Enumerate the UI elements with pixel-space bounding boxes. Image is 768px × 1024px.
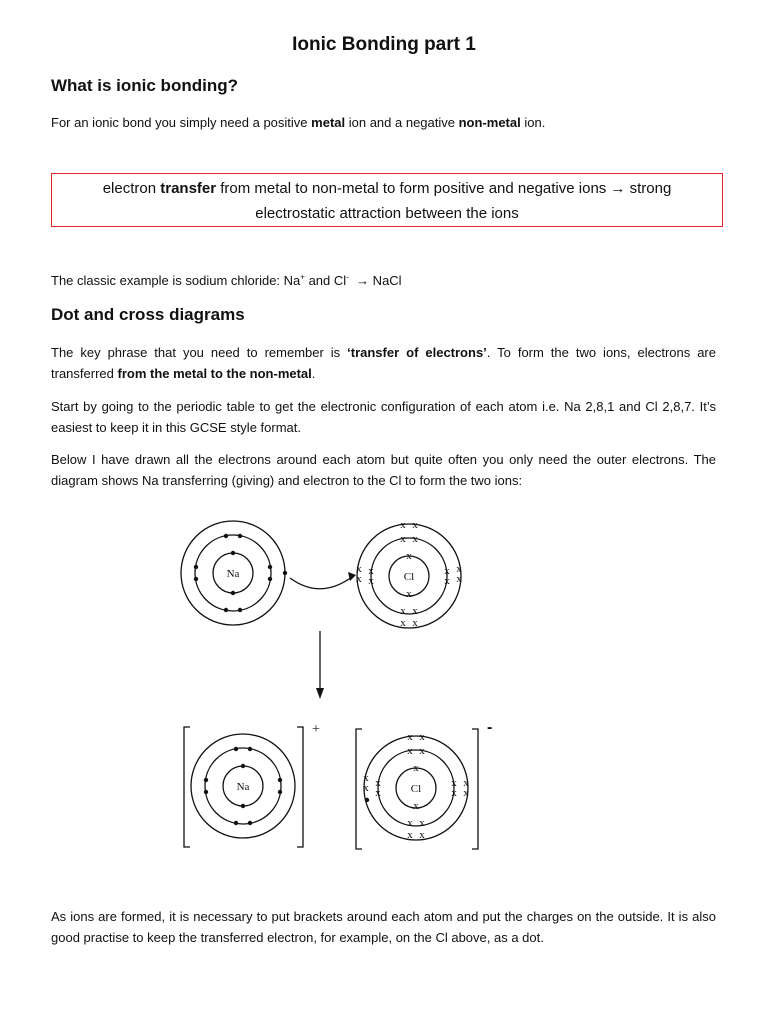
na-atom-label: Na bbox=[226, 568, 240, 580]
electron-cross: x bbox=[412, 519, 418, 531]
electron-cross: x bbox=[412, 533, 418, 545]
right-arrow-icon: → bbox=[610, 180, 626, 197]
heading-dot-and-cross: Dot and cross diagrams bbox=[51, 305, 245, 324]
transfer-curve bbox=[290, 577, 352, 589]
electron-cross: x bbox=[375, 787, 381, 799]
electron-dot bbox=[234, 821, 238, 825]
electron-dot bbox=[283, 571, 287, 575]
electron-dot bbox=[231, 551, 235, 555]
key-definition-line-2: electrostatic attraction between the ions bbox=[255, 205, 519, 222]
electron-dot bbox=[241, 804, 245, 808]
key-text-2: from metal to non-metal to form positive and negative ions bbox=[216, 180, 611, 197]
na-left-bracket bbox=[184, 727, 190, 847]
example-text-1: The classic example is sodium chloride: Na bbox=[51, 273, 301, 288]
electron-dot bbox=[194, 577, 198, 581]
na-right-bracket bbox=[297, 727, 303, 847]
intro-text-3: ion. bbox=[520, 115, 546, 130]
electron-cross: x bbox=[400, 617, 406, 629]
electron-cross: x bbox=[400, 533, 406, 545]
electron-cross: x bbox=[444, 575, 450, 587]
p1-transfer-bold: ‘transfer of electrons’ bbox=[347, 345, 487, 360]
intro-text-1: For an ionic bond you simply need a positive bbox=[51, 115, 312, 130]
p1-text-3: . bbox=[311, 366, 316, 381]
na-ion-charge: + bbox=[312, 722, 320, 737]
electron-dot bbox=[238, 534, 242, 538]
electron-cross: x bbox=[406, 588, 412, 600]
transferred-electron-dot bbox=[365, 798, 369, 802]
electron-dot bbox=[248, 821, 252, 825]
example-text-2: and Cl bbox=[304, 273, 347, 288]
key-transfer-bold: transfer bbox=[160, 180, 217, 197]
na-ion-label: Na bbox=[236, 781, 250, 793]
electron-cross: x bbox=[419, 745, 425, 757]
electron-dot bbox=[241, 764, 245, 768]
electron-cross: x bbox=[356, 573, 362, 585]
electron-cross: x bbox=[412, 605, 418, 617]
electron-cross: x bbox=[407, 817, 413, 829]
electron-cross: x bbox=[444, 565, 450, 577]
electron-cross: x bbox=[375, 777, 381, 789]
electron-cross: x bbox=[407, 731, 413, 743]
paragraph-periodic-table: Start by going to the periodic table to get the electronic configuration of each atom i.e. Na 2,8,1 and Cl 2,8,7. It’s easiest to keep it in this GCSE style format. bbox=[51, 399, 716, 435]
electron-cross: x bbox=[419, 829, 425, 841]
electron-dot bbox=[224, 534, 228, 538]
cl-ion-charge: - bbox=[487, 719, 493, 736]
key-text-3: strong bbox=[625, 180, 672, 197]
electron-cross: x bbox=[451, 777, 457, 789]
paragraph-below: Below I have drawn all the electrons around each atom but quite often you only need the outer electrons. The diagram shows Na transferring (giving) and electron to the Cl to form the two ions: bbox=[51, 452, 716, 488]
electron-cross: x bbox=[407, 829, 413, 841]
electron-cross: x bbox=[363, 782, 369, 794]
example-text-3: NaCl bbox=[369, 273, 402, 288]
electron-dot bbox=[268, 565, 272, 569]
electron-dot bbox=[194, 565, 198, 569]
cl-right-bracket bbox=[472, 729, 478, 849]
intro-metal-bold: metal bbox=[311, 115, 346, 130]
na-electrons bbox=[194, 534, 287, 612]
right-arrow-icon: → bbox=[356, 273, 370, 288]
electron-cross: x bbox=[451, 787, 457, 799]
electron-cross: x bbox=[413, 762, 419, 774]
electron-cross: x bbox=[463, 777, 469, 789]
p1-direction-bold: from the metal to the non-metal bbox=[117, 366, 312, 381]
page-title: Ionic Bonding part 1 bbox=[292, 34, 476, 55]
key-text-1: electron bbox=[102, 180, 161, 197]
electron-dot bbox=[204, 778, 208, 782]
cl-atom-label: Cl bbox=[403, 571, 415, 583]
electron-cross: x bbox=[368, 565, 374, 577]
electron-cross: x bbox=[419, 817, 425, 829]
electron-cross: x bbox=[363, 772, 369, 784]
electron-cross: x bbox=[407, 745, 413, 757]
electron-dot bbox=[234, 747, 238, 751]
heading-what-is-ionic-bonding: What is ionic bonding? bbox=[51, 76, 238, 95]
intro-nonmetal-bold: non-metal bbox=[458, 115, 521, 130]
electron-cross: x bbox=[406, 550, 412, 562]
electron-dot bbox=[224, 608, 228, 612]
electron-cross: x bbox=[412, 617, 418, 629]
electron-dot bbox=[278, 778, 282, 782]
electron-cross: x bbox=[419, 731, 425, 743]
p1-text-1: The key phrase that you need to remember is bbox=[51, 345, 348, 360]
down-arrowhead-icon bbox=[316, 688, 324, 699]
electron-dot bbox=[248, 747, 252, 751]
electron-dot bbox=[238, 608, 242, 612]
electron-cross: x bbox=[368, 575, 374, 587]
electron-cross: x bbox=[456, 573, 462, 585]
na-charge-superscript: + bbox=[300, 272, 305, 282]
cl-ion-label: Cl bbox=[410, 783, 422, 795]
cl-left-bracket bbox=[356, 729, 362, 849]
p1-text-2: . To form the two ions, electrons are transferred bbox=[51, 345, 716, 381]
electron-dot bbox=[231, 591, 235, 595]
electron-dot bbox=[278, 790, 282, 794]
electron-cross: x bbox=[463, 787, 469, 799]
electron-dot bbox=[268, 577, 272, 581]
electron-dot bbox=[204, 790, 208, 794]
intro-text-2: ion and a negative bbox=[345, 115, 459, 130]
electron-cross: x bbox=[400, 519, 406, 531]
electron-cross: x bbox=[356, 563, 362, 575]
cl-charge-superscript: - bbox=[346, 272, 349, 282]
paragraph-brackets: As ions are formed, it is necessary to put brackets around each atom and put the charges on the outside. It is also good practise to keep the transferred electron, for example, on the Cl above, as a dot. bbox=[51, 909, 716, 945]
electron-cross: x bbox=[413, 800, 419, 812]
electron-cross: x bbox=[400, 605, 406, 617]
electron-cross: x bbox=[456, 563, 462, 575]
